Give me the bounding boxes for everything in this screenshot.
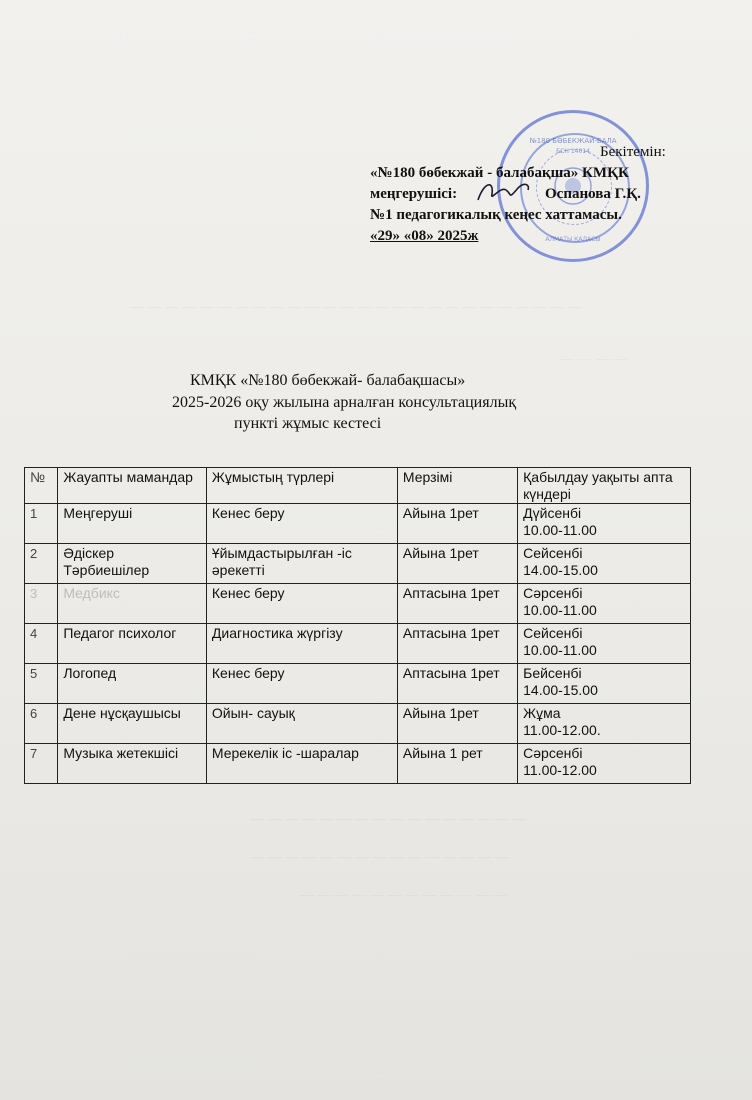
table-row	[25, 704, 691, 744]
header-period: Мерзімі	[397, 468, 517, 504]
row-time: 10.00-11.00	[523, 602, 597, 618]
row-day: Дүйсенбі	[523, 505, 582, 521]
approval-date: «29» «08» 2025ж	[370, 228, 479, 244]
row-specialist: Музыка жетекшісі	[58, 744, 207, 784]
row-schedule	[518, 664, 691, 704]
row-specialist: Әдіскер Тәрбиешілер	[58, 544, 207, 584]
row-number: 5	[25, 664, 58, 704]
row-work: Ұйымдастырылған -іс әрекетті	[206, 544, 397, 584]
row-specialist: Медбикс	[58, 584, 207, 624]
svg-text:АЛМАТЫ ҚАЛАСЫ: АЛМАТЫ ҚАЛАСЫ	[545, 236, 601, 243]
row-time: 11.00-12.00	[523, 762, 597, 778]
row-work: Кенес беру	[206, 664, 397, 704]
schedule-table	[24, 467, 691, 784]
row-specialist: Меңгеруші	[58, 504, 207, 544]
title-line-2: 2025-2026 оқу жылына арналған консультациялық	[172, 394, 517, 411]
row-day: Сәрсенбі	[523, 585, 583, 601]
table-row	[25, 744, 691, 784]
row-schedule	[518, 744, 691, 784]
row-work: Мерекелік іс -шаралар	[206, 744, 397, 784]
table-row	[25, 544, 691, 584]
row-schedule	[518, 544, 691, 584]
row-day: Бейсенбі	[523, 665, 582, 681]
approval-director-name: Оспанова Г.Қ.	[545, 186, 641, 202]
approval-heading: Бекітемін:	[600, 144, 666, 160]
row-period: Айына 1рет	[397, 544, 517, 584]
row-work: Ойын- сауық	[206, 704, 397, 744]
row-period: Аптасына 1рет	[397, 624, 517, 664]
row-specialist: Логопед	[58, 664, 207, 704]
row-time: 14.00-15.00	[523, 562, 598, 578]
row-day: Сейсенбі	[523, 625, 583, 641]
row-time: 10.00-11.00	[523, 642, 597, 658]
row-day: Жұма	[523, 705, 561, 721]
row-time: 14.00-15.00	[523, 682, 598, 698]
row-schedule	[518, 504, 691, 544]
row-period: Аптасына 1рет	[397, 584, 517, 624]
row-schedule	[518, 624, 691, 664]
approval-protocol: №1 педагогикалық кеңес хаттамасы.	[370, 207, 622, 223]
table-row	[25, 584, 691, 624]
header-work-types: Жұмыстың түрлері	[206, 468, 397, 504]
table-row	[25, 664, 691, 704]
document-page: №180 БӨБЕКЖАЙ-БАЛА БСН 14014 АЛМАТЫ ҚАЛАСЫ Бекітемін: «№180 бөбекжай - балабақша» КМҚК меңгерушісі: Оспанова Г.Қ. №1 педагогикалық кеңес хаттамасы. «29» «08» 2025ж — — — — — — — — — — — — — — — — — — — — — — — — — — — — — — КМҚК «№180 бөбекжай- балабақшасы» 2025-2026 оқу жылына арналған консультациялық пункті жұмыс кестесі № Жауапты мамандар Жұмыстың түрлері Мерзімі Қабылдау уақыты апта күндері 1 Меңгеруші Кенес беру Айына 1рет Дүйсенбі 10.00-11.00 2 Әдіскер Тәрбиешілер Ұйымдастырылған -іс әрекетті Айына 1рет Сейсенбі 14.00-15.00 3 Медбикс Кенес беру Аптасына 1рет Сәрсенбі 10.00-11.00 4 Педагог психолог Диагностика жүргізу Аптасына 1рет Сейсенбі 10.00-11.00 5 Логопед Кенес беру Аптасына 1рет Бейсенбі 14.00-15.00 6 Дене нұсқаушысы Ойын- сауық Айына 1рет Жұма 11.00-12.00. 7 Музыка жетекшісі Мерекелік іс -шаралар Айына 1 рет Сәрсенбі 11.00-12.00 — — — — — — — — — — — — — — — — — — — — — — — — — — — — — — — — — — — — — — — — — — —	[0, 0, 752, 1100]
row-number: 2	[25, 544, 58, 584]
row-period: Айына 1рет	[397, 704, 517, 744]
row-work: Кенес беру	[206, 504, 397, 544]
svg-text:БСН 14014: БСН 14014	[556, 148, 590, 155]
row-number: 3	[25, 584, 58, 624]
row-time: 10.00-11.00	[523, 522, 597, 538]
header-number: №	[25, 468, 58, 504]
row-schedule	[518, 584, 691, 624]
table-header-row	[25, 468, 691, 504]
table-row	[25, 504, 691, 544]
header-reception-time: Қабылдау уақыты апта күндері	[518, 468, 691, 504]
signature-mark	[474, 176, 534, 206]
title-line-1: КМҚК «№180 бөбекжай- балабақшасы»	[190, 372, 466, 389]
row-number: 7	[25, 744, 58, 784]
row-period: Аптасына 1рет	[397, 664, 517, 704]
approval-position: меңгерушісі:	[370, 186, 458, 202]
svg-text:№180 БӨБЕКЖАЙ-БАЛА: №180 БӨБЕКЖАЙ-БАЛА	[529, 137, 617, 145]
row-period: Айына 1 рет	[397, 744, 517, 784]
row-specialist: Дене нұсқаушысы	[58, 704, 207, 744]
approval-organization: «№180 бөбекжай - балабақша» КМҚК	[370, 165, 629, 181]
row-work: Кенес беру	[206, 584, 397, 624]
row-number: 4	[25, 624, 58, 664]
title-line-3: пункті жұмыс кестесі	[234, 415, 382, 432]
header-specialists: Жауапты мамандар	[58, 468, 207, 504]
row-specialist: Педагог психолог	[58, 624, 207, 664]
row-period: Айына 1рет	[397, 504, 517, 544]
row-day: Сейсенбі	[523, 545, 583, 561]
table-row	[25, 624, 691, 664]
row-time: 11.00-12.00.	[523, 722, 601, 738]
row-number: 1	[25, 504, 58, 544]
row-schedule	[518, 704, 691, 744]
row-day: Сәрсенбі	[523, 745, 583, 761]
row-number: 6	[25, 704, 58, 744]
row-work: Диагностика жүргізу	[206, 624, 397, 664]
